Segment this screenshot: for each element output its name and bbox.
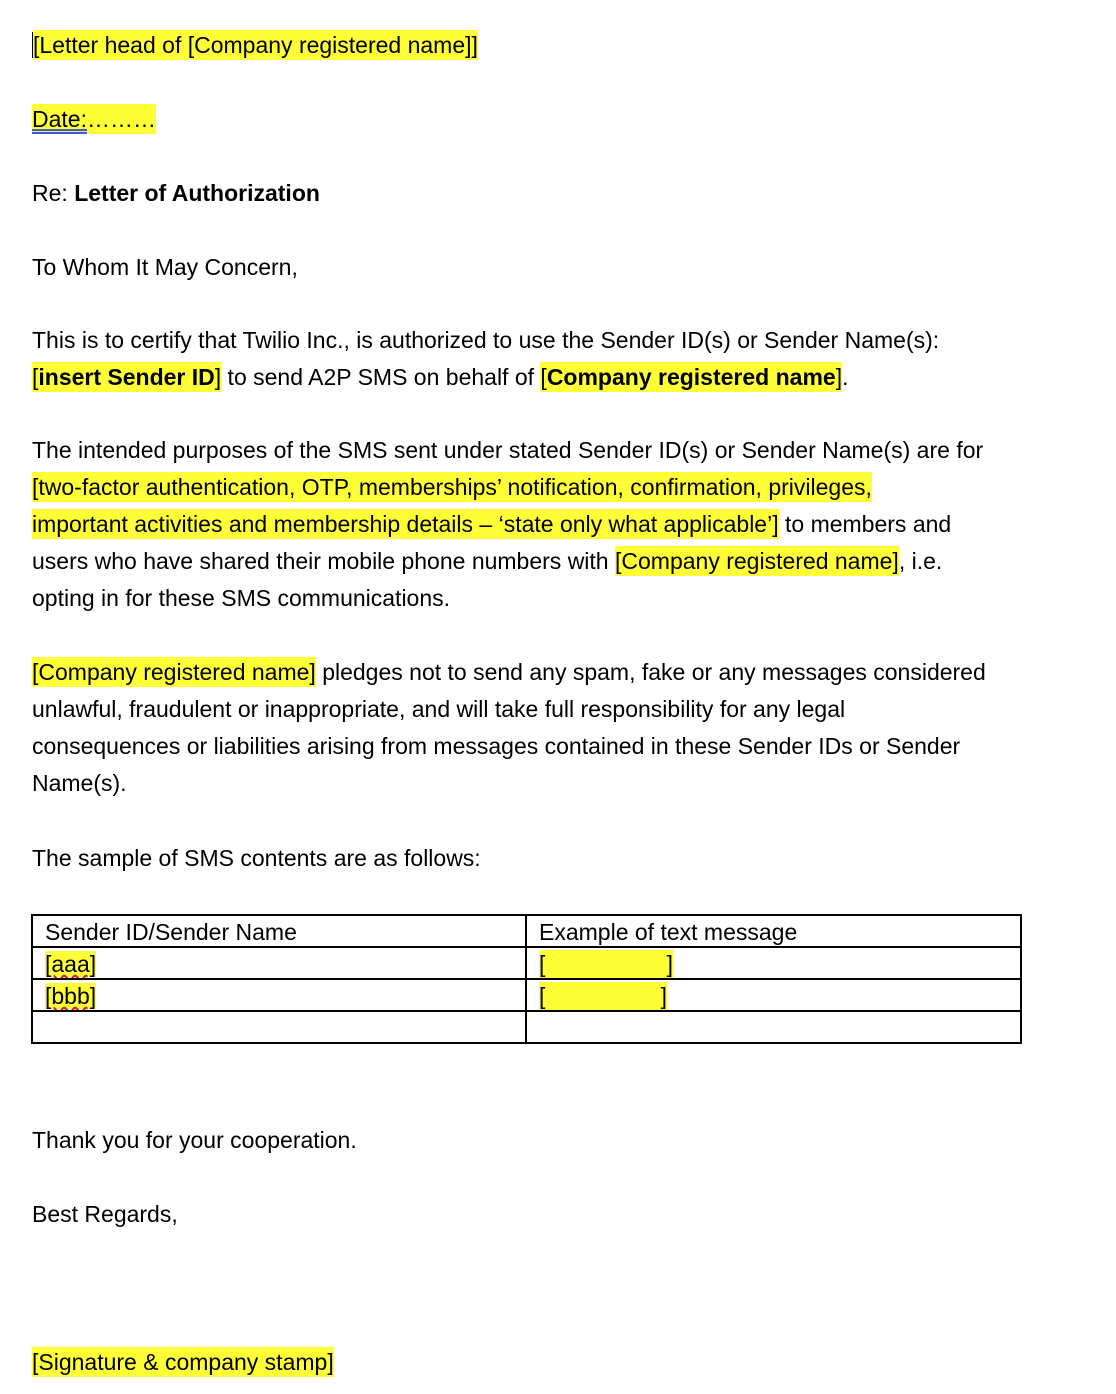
purposes-placeholder-2[interactable]: important activities and membership details – ‘state only what applicable’] <box>32 511 779 537</box>
para1-text2: to send A2P SMS on behalf of <box>221 364 541 390</box>
table-row <box>32 979 1021 1011</box>
table-row <box>32 947 1021 979</box>
message-cell[interactable] <box>526 1011 1021 1043</box>
thanks-line: Thank you for your cooperation. <box>32 1127 357 1153</box>
para2-line5: opting in for these SMS communications. <box>32 585 451 611</box>
para3-line3: consequences or liabilities arising from messages contained in these Sender IDs or Sender <box>32 733 961 759</box>
signature-placeholder[interactable]: [Signature & company stamp] <box>32 1349 334 1375</box>
para2-line1: The intended purposes of the SMS sent under stated Sender ID(s) or Sender Name(s) are for <box>32 437 984 463</box>
paragraph-pledge <box>32 654 1032 802</box>
date-label: Date: <box>32 106 87 132</box>
para3-line4: Name(s). <box>32 770 127 796</box>
subject-line <box>32 175 1032 212</box>
para3-text1: pledges not to send any spam, fake or any messages considered <box>315 659 986 685</box>
company-placeholder-3[interactable]: [Company registered name] <box>32 659 316 685</box>
para3-line2: unlawful, fraudulent or inappropriate, and will take full responsibility for any legal <box>32 696 846 722</box>
date-line <box>32 101 1032 138</box>
header-sender: Sender ID/Sender Name <box>32 915 526 947</box>
para3-line1 <box>32 654 1032 691</box>
sender-aaa[interactable]: [aaa] <box>45 951 97 977</box>
closing-line: Best Regards, <box>32 1201 178 1227</box>
para2-line2 <box>32 469 1032 506</box>
header-example: Example of text message <box>526 915 1021 947</box>
para1-line1: This is to certify that Twilio Inc., is authorized to use the Sender ID(s) or Sender Name(s): <box>32 327 940 353</box>
para2-line3 <box>32 506 1032 543</box>
sample-intro: The sample of SMS contents are as follows: <box>32 845 481 871</box>
letterhead-line <box>32 27 1032 64</box>
date-dots: ……… <box>86 106 156 132</box>
message-cell[interactable] <box>526 947 1021 979</box>
subject-title: Letter of Authorization <box>74 180 320 206</box>
sender-cell[interactable] <box>32 947 526 979</box>
company-placeholder-1[interactable]: [Company registered name] <box>540 364 843 390</box>
table-row <box>32 1011 1021 1043</box>
sender-cell[interactable] <box>32 1011 526 1043</box>
sender-bbb[interactable]: [bbb] <box>45 983 97 1009</box>
sender-id-placeholder[interactable]: [insert Sender ID] <box>32 364 222 390</box>
subject-prefix: Re: <box>32 180 75 206</box>
para2-line4 <box>32 543 1032 580</box>
para2-text4: , i.e. <box>898 548 943 574</box>
date-field[interactable] <box>32 104 156 134</box>
company-placeholder-2[interactable]: [Company registered name] <box>615 548 899 574</box>
message-placeholder-1[interactable]: [ ] <box>539 951 673 977</box>
letterhead[interactable]: [Letter head of [Company registered name]] <box>33 32 478 58</box>
para1-line2 <box>32 359 1032 396</box>
table-header-row <box>32 915 1021 947</box>
message-cell[interactable] <box>526 979 1021 1011</box>
para2-text3: users who have shared their mobile phone numbers with <box>32 548 615 574</box>
sms-sample-table <box>31 914 1022 1044</box>
salutation: To Whom It May Concern, <box>32 254 298 280</box>
paragraph-authorization <box>32 322 1032 396</box>
message-placeholder-2[interactable]: [ ] <box>539 983 667 1009</box>
purposes-placeholder-1[interactable]: [two-factor authentication, OTP, memberships’ notification, confirmation, privileges, <box>32 474 872 500</box>
paragraph-purposes <box>32 432 1032 617</box>
sender-cell[interactable] <box>32 979 526 1011</box>
para1-end: . <box>842 364 849 390</box>
signature-line <box>32 1344 1032 1381</box>
para2-text2: to members and <box>778 511 952 537</box>
